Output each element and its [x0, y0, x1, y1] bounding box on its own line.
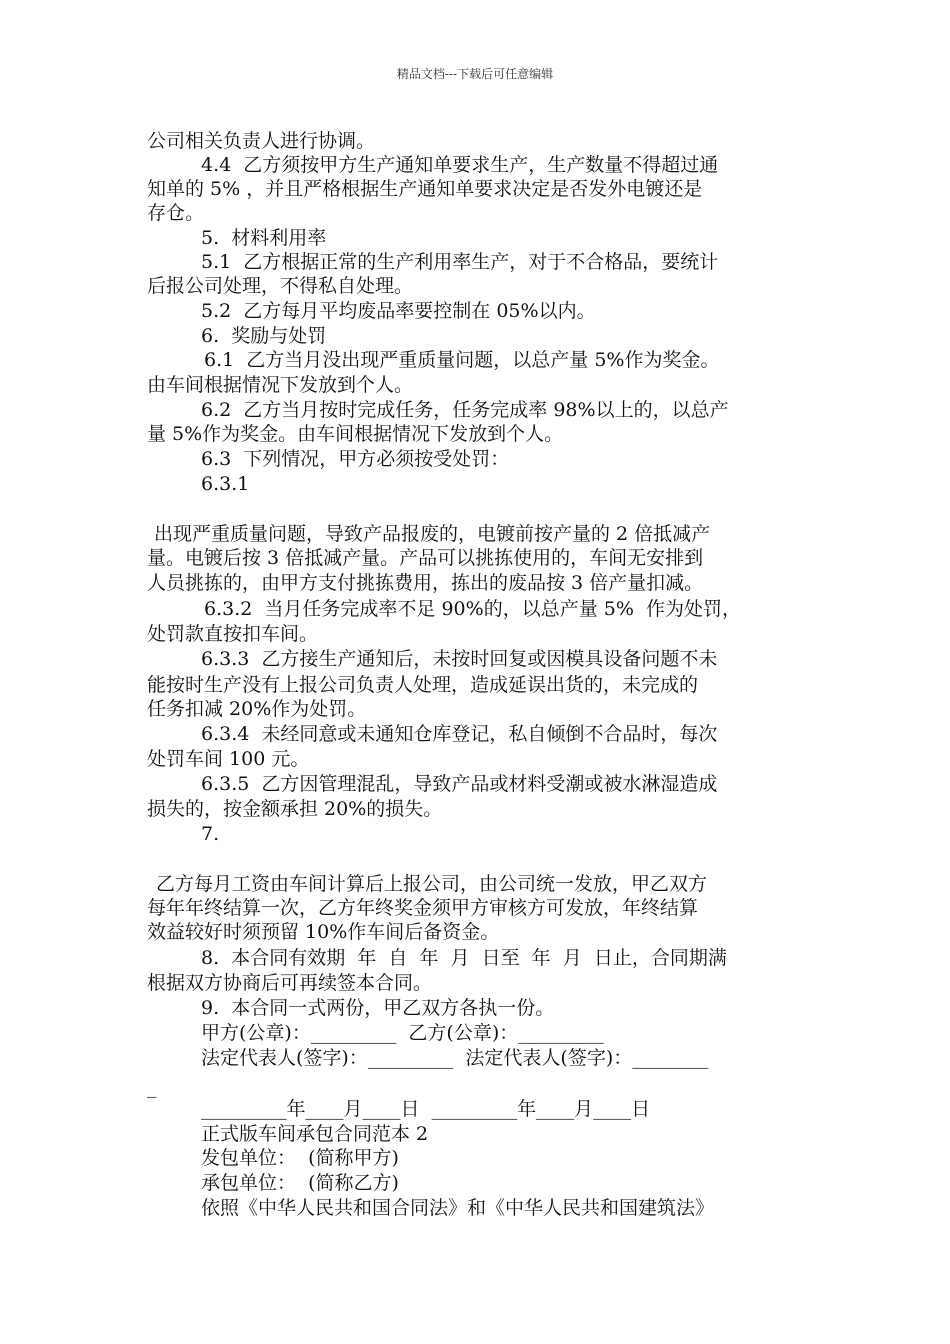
text-line: 发包单位： (简称甲方) — [201, 1147, 399, 1169]
text-line: 5.2 乙方每月平均废品率要控制在 05%以内。 — [201, 300, 596, 322]
text-line: 公司相关负责人进行协调。 — [147, 130, 376, 152]
page-header: 精品文档---下载后可任意编辑 — [396, 67, 554, 81]
text-line: 出现严重质量问题，导致产品报废的，电镀前按产量的 2 倍抵减产 — [154, 523, 711, 545]
text-line: 6.3.2 当月任务完成率不足 90%的，以总产量 5% 作为处罚， — [204, 598, 741, 620]
text-line: 存仓。 — [147, 202, 205, 224]
text-line: 由车间根据情况下发放到个人。 — [147, 374, 414, 396]
section-title: 正式版车间承包合同范本 2 — [201, 1123, 429, 1145]
signature-line-seal: 甲方(公章)：_________ 乙方(公章)：_________ — [201, 1022, 604, 1044]
text-line: 任务扣减 20%作为处罚。 — [147, 698, 367, 720]
text-line: 效益较好时须预留 10%作车间后备资金。 — [147, 921, 500, 943]
text-line: 每年年终结算一次，乙方年终奖金须甲方审核方可发放，年终结算 — [147, 897, 699, 919]
text-line: 承包单位： (简称乙方) — [201, 1172, 399, 1194]
text-line: _ — [147, 1076, 157, 1098]
text-line: 6.1 乙方当月没出现严重质量问题，以总产量 5%作为奖金。 — [204, 349, 720, 371]
text-line: 损失的，按金额承担 20%的损失。 — [147, 798, 443, 820]
text-line: 6. 奖励与处罚 — [201, 325, 327, 347]
text-line: 依照《中华人民共和国合同法》和《中华人民共和国建筑法》 — [201, 1197, 715, 1219]
text-line: 人员挑拣的，由甲方支付挑拣费用，拣出的废品按 3 倍产量扣减。 — [147, 572, 704, 594]
text-line: 根据双方协商后可再续签本合同。 — [147, 972, 433, 994]
text-line: 6.3.3 乙方接生产通知后，未按时回复或因模具设备问题不未 — [201, 648, 718, 670]
text-line: 处罚款直按扣车间。 — [147, 623, 319, 645]
text-line: 8. 本合同有效期 年 自 年 月 日至 年 月 日止，合同期满 — [201, 947, 727, 969]
text-line: 6.3.5 乙方因管理混乱，导致产品或材料受潮或被水淋湿造成 — [201, 773, 718, 795]
text-line: 处罚车间 100 元。 — [147, 748, 310, 770]
text-line: 6.3.1 — [201, 473, 250, 495]
text-line: 6.2 乙方当月按时完成任务，任务完成率 98%以上的，以总产 — [201, 399, 729, 421]
text-line: 量 5%作为奖金。由车间根据情况下发放到个人。 — [147, 423, 564, 445]
text-line: 知单的 5% ，并且严格根据生产通知单要求决定是否发外电镀还是 — [147, 178, 703, 200]
text-line: 6.3 下列情况，甲方必须按受处罚： — [201, 448, 510, 470]
text-line: 量。电镀后按 3 倍抵减产量。产品可以挑拣使用的，车间无安排到 — [147, 547, 704, 569]
text-line: 4.4 乙方须按甲方生产通知单要求生产，生产数量不得超过通 — [201, 154, 719, 176]
date-line: _________年____月____日 _________年____月____日 — [201, 1098, 651, 1120]
text-line: 7. — [201, 823, 220, 845]
text-line: 6.3.4 未经同意或未通知仓库登记，私自倾倒不合品时，每次 — [201, 723, 718, 745]
text-line: 9. 本合同一式两份，甲乙双方各执一份。 — [201, 997, 555, 1019]
text-line: 5. 材料利用率 — [201, 227, 327, 249]
text-line: 5.1 乙方根据正常的生产利用率生产，对于不合格品，要统计 — [201, 251, 719, 273]
text-line: 后报公司处理，不得私自处理。 — [147, 275, 414, 297]
text-line: 能按时生产没有上报公司负责人处理，造成延误出货的，未完成的 — [147, 674, 699, 696]
signature-line-representative: 法定代表人(签字)：_________ 法定代表人(签字)：________ — [201, 1047, 709, 1069]
text-line: 乙方每月工资由车间计算后上报公司，由公司统一发放，甲乙双方 — [156, 873, 708, 895]
